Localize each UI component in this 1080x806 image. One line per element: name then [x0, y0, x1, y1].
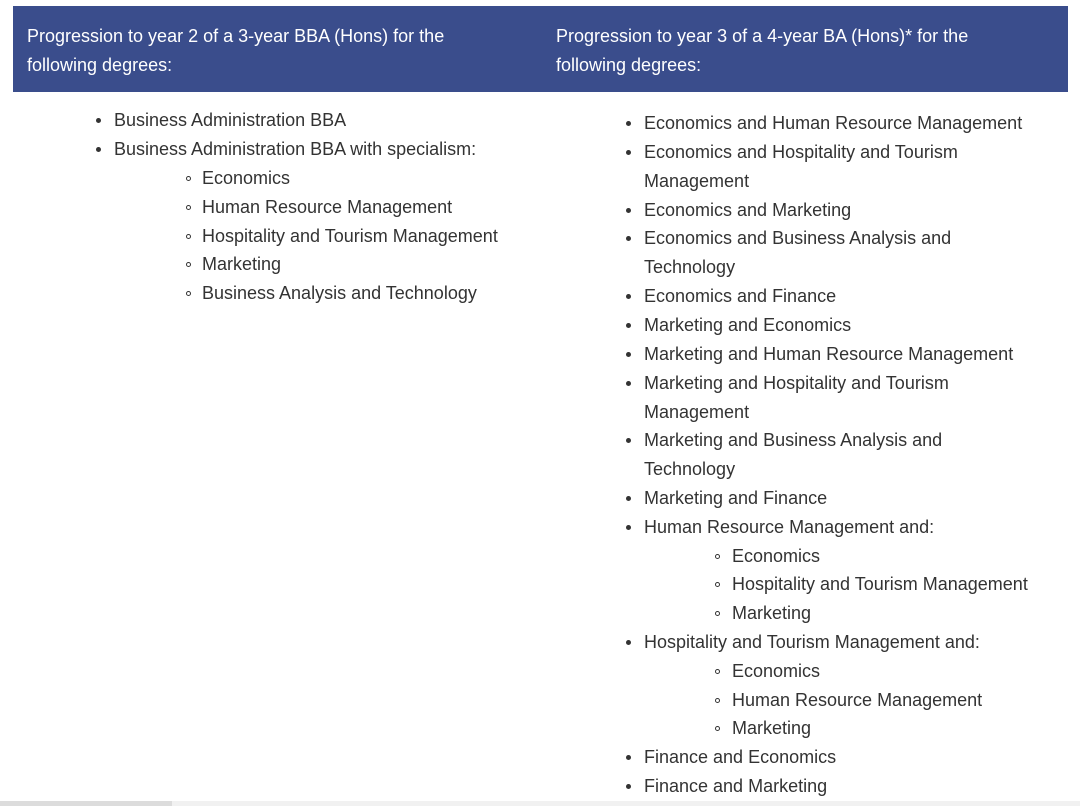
bullet-icon	[626, 236, 631, 241]
circle-bullet-icon	[715, 669, 720, 674]
bullet-icon	[626, 496, 631, 501]
bullet-icon	[626, 381, 631, 386]
list-item: Hospitality and Tourism Management and:	[644, 632, 980, 652]
table-header	[13, 6, 1068, 92]
bullet-icon	[96, 118, 101, 123]
list-item: Marketing and Hospitality and Tourism Management	[644, 373, 949, 422]
bullet-icon	[626, 784, 631, 789]
sub-list-item: Hospitality and Tourism Management	[732, 574, 1028, 594]
sub-list-item: Human Resource Management	[202, 197, 453, 217]
circle-bullet-icon	[715, 611, 720, 616]
sub-list-item: Economics	[732, 546, 821, 566]
list-item: Business Administration BBA	[114, 110, 347, 130]
list-item: Economics and Hospitality and Tourism Management	[644, 142, 958, 191]
bullet-icon	[626, 352, 631, 357]
circle-bullet-icon	[186, 234, 191, 239]
sub-list-item: Marketing	[202, 254, 282, 274]
circle-bullet-icon	[186, 205, 191, 210]
bullet-icon	[96, 147, 101, 152]
list-item: Economics and Business Analysis and Technology	[644, 228, 952, 277]
list-item: Marketing and Human Resource Management	[644, 344, 1014, 364]
circle-bullet-icon	[715, 698, 720, 703]
list-item: Economics and Finance	[644, 286, 837, 306]
bullet-icon	[626, 323, 631, 328]
bullet-icon	[626, 438, 631, 443]
sub-list-item: Economics	[202, 168, 291, 188]
circle-bullet-icon	[715, 554, 720, 559]
circle-bullet-icon	[186, 291, 191, 296]
circle-bullet-icon	[715, 726, 720, 731]
horizontal-scrollbar-thumb[interactable]	[0, 801, 172, 806]
bullet-icon	[626, 121, 631, 126]
list-item: Marketing and Economics	[644, 315, 852, 335]
header-col-3yr-bba: Progression to year 2 of a 3-year BBA (Hons) for the following degrees:	[27, 26, 445, 75]
list-item: Finance and Marketing	[644, 776, 828, 796]
list-item: Economics and Human Resource Management	[644, 113, 1023, 133]
bullet-icon	[626, 150, 631, 155]
bullet-icon	[626, 755, 631, 760]
sub-list-item: Human Resource Management	[732, 690, 983, 710]
list-item: Business Administration BBA with specialism:	[114, 139, 477, 159]
sub-list-item: Economics	[732, 661, 821, 681]
list-item: Marketing and Business Analysis and Technology	[644, 430, 943, 479]
sub-list-item: Marketing	[732, 718, 812, 738]
bullet-icon	[626, 294, 631, 299]
list-item: Finance and Economics	[644, 747, 837, 767]
bullet-icon	[626, 525, 631, 530]
circle-bullet-icon	[186, 262, 191, 267]
bullet-icon	[626, 208, 631, 213]
header-col-4yr-ba: Progression to year 3 of a 4-year BA (Hons)* for the following degrees:	[556, 26, 969, 75]
bullet-icon	[626, 640, 631, 645]
circle-bullet-icon	[715, 582, 720, 587]
list-item: Human Resource Management and:	[644, 517, 935, 537]
sub-list-item: Marketing	[732, 603, 812, 623]
sub-list-item: Hospitality and Tourism Management	[202, 226, 498, 246]
list-item: Economics and Marketing	[644, 200, 852, 220]
list-item: Marketing and Finance	[644, 488, 828, 508]
circle-bullet-icon	[186, 176, 191, 181]
sub-list-item: Business Analysis and Technology	[202, 283, 477, 303]
